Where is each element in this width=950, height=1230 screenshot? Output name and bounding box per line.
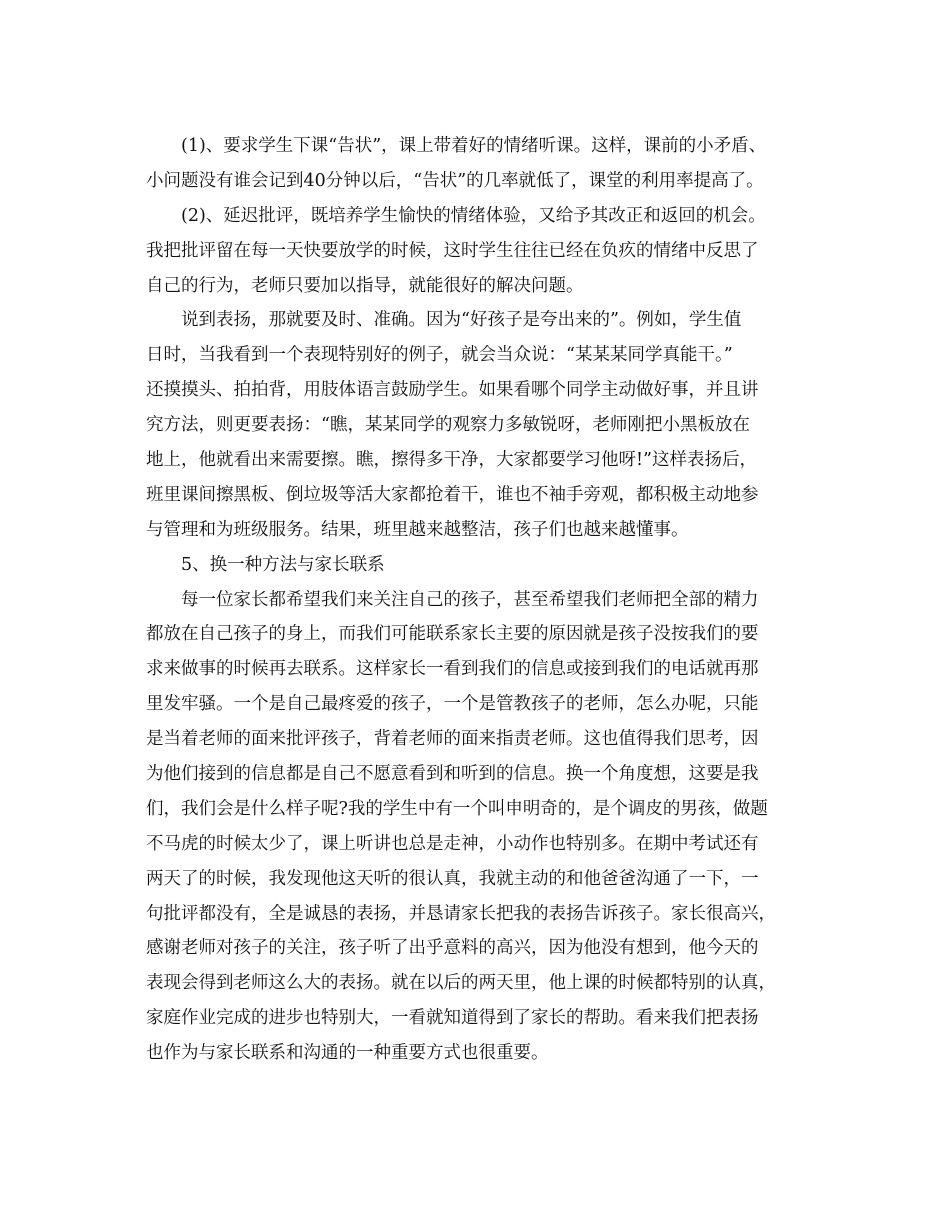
paragraph-line: 求来做事的时候再去联系。这样家长一看到我们的信息或接到我们的电话就再那 xyxy=(146,659,759,680)
paragraph-line: 每一位家长都希望我们来关注自己的孩子，甚至希望我们老师把全部的精力 xyxy=(181,589,759,610)
paragraph-line: 也作为与家长联系和沟通的一种重要方式也很重要。 xyxy=(146,1043,549,1064)
paragraph-line: 说到表扬，那就要及时、准确。因为“好孩子是夸出来的”。例如，学生值 xyxy=(181,310,742,331)
paragraph-line: 表现会得到老师这么大的表扬。就在以后的两天里，他上课的时候都特别的认真， xyxy=(146,973,776,994)
paragraph-line: 里发牢骚。一个是自己最疼爱的孩子，一个是管教孩子的老师，怎么办呢，只能 xyxy=(146,694,759,715)
paragraph-line: 都放在自己孩子的身上，而我们可能联系家长主要的原因就是孩子没按我们的要 xyxy=(146,624,759,645)
paragraph-line: 句批评都没有，全是诚恳的表扬，并恳请家长把我的表扬告诉孩子。家长很高兴， xyxy=(146,903,776,924)
paragraph-line: 不马虎的时候太少了，课上听讲也总是走神，小动作也特别多。在期中考试还有 xyxy=(146,833,759,854)
paragraph-line: 地上，他就看出来需要擦。瞧，擦得多干净，大家都要学习他呀!”这样表扬后， xyxy=(146,450,757,471)
paragraph-line: 两天了的时候，我发现他这天听的很认真，我就主动的和他爸爸沟通了一下，一 xyxy=(146,868,759,889)
paragraph-line: 感谢老师对孩子的关注，孩子听了出乎意料的高兴，因为他没有想到，他今天的 xyxy=(146,938,759,959)
paragraph-line: (2)、延迟批评，既培养学生愉快的情绪体验，又给予其改正和返回的机会。 xyxy=(181,205,766,226)
paragraph-line: 自己的行为，老师只要加以指导，就能很好的解决问题。 xyxy=(146,275,584,296)
section-heading: 5、换一种方法与家长联系 xyxy=(181,554,385,575)
paragraph-line: 与管理和为班级服务。结果，班里越来越整洁，孩子们也越来越懂事。 xyxy=(146,519,689,540)
paragraph-line: 小问题没有谁会记到40分钟以后，“告状”的几率就低了，课堂的利用率提高了。 xyxy=(146,170,764,191)
document-body xyxy=(146,129,826,1071)
paragraph-line: 究方法，则更要表扬：“瞧，某某同学的观察力多敏锐呀，老师刚把小黑板放在 xyxy=(146,415,750,436)
paragraph-line: 是当着老师的面来批评孩子，背着老师的面来指责老师。这也值得我们思考，因 xyxy=(146,729,759,750)
paragraph-line: 我把批评留在每一天快要放学的时候，这时学生往往已经在负疚的情绪中反思了 xyxy=(146,240,759,261)
paragraph-line: (1)、要求学生下课“告状”，课上带着好的情绪听课。这样，课前的小矛盾、 xyxy=(181,136,767,156)
paragraph-line: 日时，当我看到一个表现特别好的例子，就会当众说：“某某某同学真能干。” xyxy=(146,345,733,366)
paragraph-line: 班里课间擦黑板、倒垃圾等活大家都抢着干，谁也不袖手旁观，都积极主动地参 xyxy=(146,484,759,505)
paragraph-line: 还摸摸头、拍拍背，用肢体语言鼓励学生。如果看哪个同学主动做好事，并且讲 xyxy=(146,380,759,401)
paragraph-line: 家庭作业完成的进步也特别大，一看就知道得到了家长的帮助。看来我们把表扬 xyxy=(146,1008,759,1029)
paragraph-line: 们，我们会是什么样子呢?我的学生中有一个叫申明奇的，是个调皮的男孩，做题 xyxy=(146,798,768,819)
paragraph-line: 为他们接到的信息都是自己不愿意看到和听到的信息。换一个角度想，这要是我 xyxy=(146,764,759,785)
